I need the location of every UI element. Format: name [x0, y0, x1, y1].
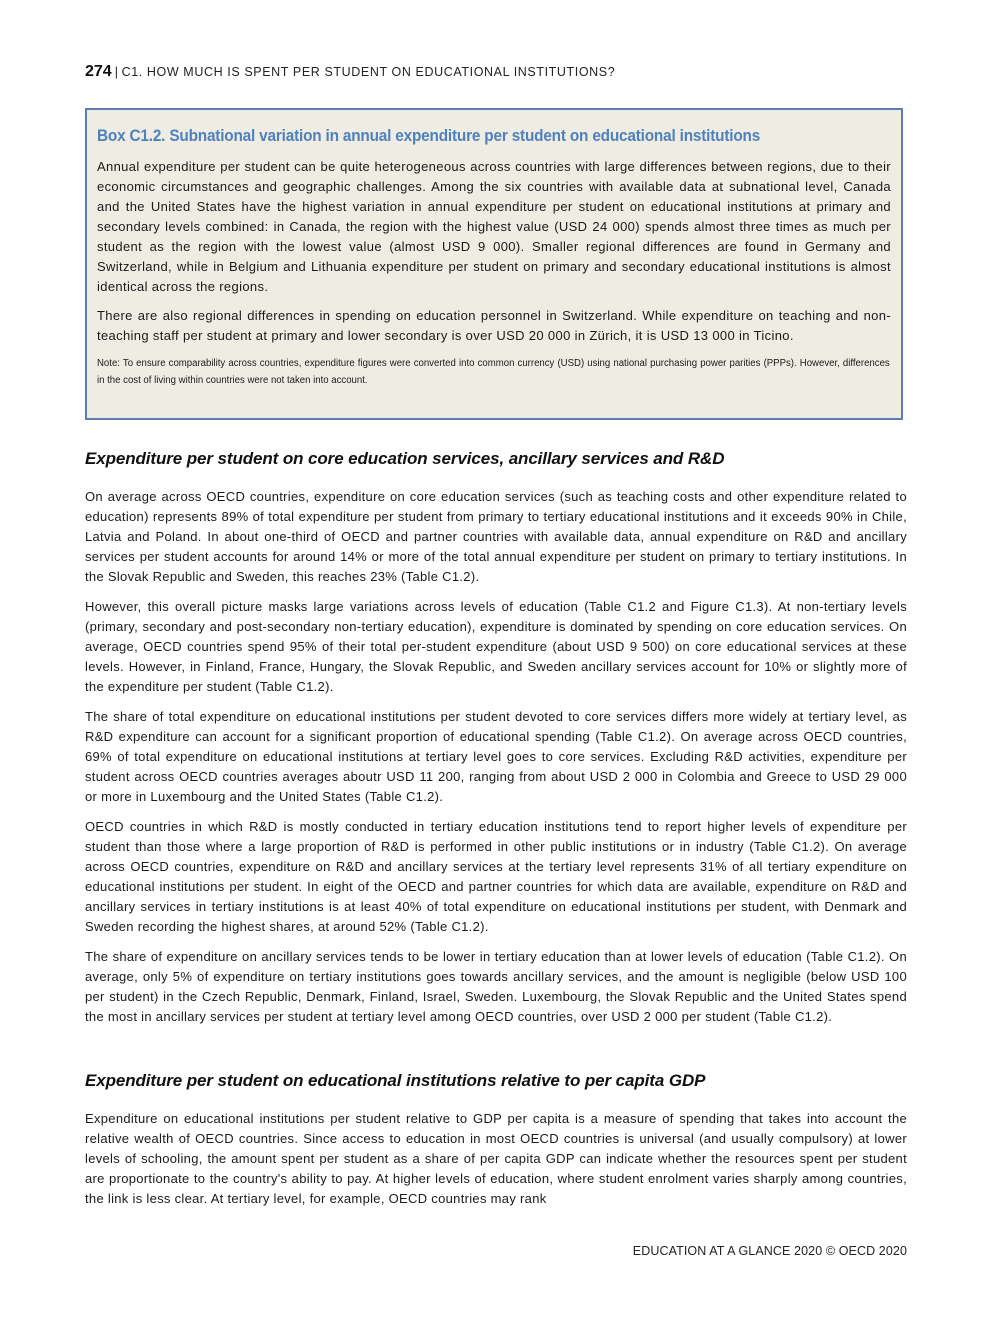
section-heading: Expenditure per student on core education services, ancillary services and R&D [85, 449, 725, 468]
box-note: Note: To ensure comparability across countries, expenditure figures were converted into common currency (USD) using national purchasing power parities (PPPs). However, differences in the cost of living within countries were not taken into account. [97, 358, 890, 386]
body-paragraph: Expenditure on educational institutions per student relative to GDP per capita is a measure of spending that takes into account the relative wealth of OECD countries. Since access to education in most OECD countries is universal (and usually compulsory) at lower levels of schooling, the amount spent per student as a share of per capita GDP can indicate whether the resources spent per student are proportionate to the country's ability to pay. At higher levels of education, where student enrolment varies sharply among countries, the link is less clear. At tertiary level, for example, OECD countries may rank [85, 1111, 907, 1206]
info-box [85, 108, 903, 420]
header-separator: | [114, 65, 119, 79]
body-paragraph: However, this overall picture masks large variations across levels of education (Table C1.2 and Figure C1.3). At non-tertiary levels (primary, secondary and post-secondary non-tertiary education), expenditure is dominated by spending on core education services. On average, OECD countries spend 95% of their total per-student expenditure (about USD 9 500) on core educational services at these levels. However, in Finland, France, Hungary, the Slovak Republic, and Sweden ancillary services account for 10% or slightly more of the expenditure per student (Table C1.2). [85, 599, 907, 694]
box-paragraph: There are also regional differences in spending on education personnel in Switzerland. While expenditure on teaching and non-teaching staff per student at primary and lower secondary is over USD 20 000 in Zürich, it is USD 13 000 in Ticino. [97, 308, 891, 343]
section-body [85, 487, 907, 1037]
box-paragraph: Annual expenditure per student can be quite heterogeneous across countries with large differences between regions, due to their economic circumstances and geographic challenges. Among the six countries with available data at subnational level, Canada and the United States have the highest variation in annual expenditure per student on educational institutions at primary and secondary levels combined: in Canada, the region with the highest value (USD 24 000) spends almost three times as much per student as the region with the lowest value (almost USD 9 000). Smaller regional differences are found in Germany and Switzerland, while in Belgium and Lithuania expenditure per student on primary and secondary educational institutions is almost identical across the regions. [97, 159, 891, 294]
section-body [85, 1109, 907, 1219]
running-header [85, 63, 615, 81]
body-paragraph: The share of expenditure on ancillary services tends to be lower in tertiary education than at lower levels of education (Table C1.2). On average, only 5% of expenditure on tertiary institutions goes towards ancillary services, and the amount is negligible (below USD 100 per student) in the Czech Republic, Denmark, Finland, Israel, Sweden. Luxembourg, the Slovak Republic and the United States spend the most in ancillary services per student at tertiary level among OECD countries, over USD 2 000 per student (Table C1.2). [85, 949, 907, 1024]
body-paragraph: On average across OECD countries, expenditure on core education services (such as teaching costs and other expenditure related to education) represents 89% of total expenditure per student from primary to tertiary educational institutions and it exceeds 90% in Chile, Latvia and Poland. In about one-third of OECD and partner countries with available data, annual expenditure on R&D and ancillary services per student accounts for around 14% or more of the total annual expenditure per student on primary to tertiary institutions. In the Slovak Republic and Sweden, this reaches 23% (Table C1.2). [85, 489, 907, 584]
page-number: 274 [85, 63, 112, 80]
page-footer: EDUCATION AT A GLANCE 2020 © OECD 2020 [632, 1244, 907, 1258]
section-heading: Expenditure per student on educational institutions relative to per capita GDP [85, 1071, 706, 1090]
body-paragraph: OECD countries in which R&D is mostly conducted in tertiary education institutions tend to report higher levels of expenditure per student than those where a large proportion of R&D is performed in other public institutions or in industry (Table C1.2). On average across OECD countries, expenditure on R&D and ancillary services at the tertiary level represents 31% of all tertiary expenditure on educational institutions per student. In eight of the OECD and partner countries for which data are available, expenditure on R&D and ancillary services in tertiary institutions is at least 40% of total expenditure on educational institutions per student, with Denmark and Sweden recording the highest shares, at around 52% (Table C1.2). [85, 819, 907, 934]
box-title: Box C1.2. Subnational variation in annual expenditure per student on educational institutions [97, 127, 761, 145]
chapter-title: C1. HOW MUCH IS SPENT PER STUDENT ON EDUCATIONAL INSTITUTIONS? [121, 65, 616, 79]
body-paragraph: The share of total expenditure on educational institutions per student devoted to core services differs more widely at tertiary level, as R&D expenditure can account for a significant proportion of educational spending (Table C1.2). On average across OECD countries, 69% of total expenditure on educational institutions at tertiary level goes to core services. Excluding R&D activities, expenditure per student across OECD countries averages aboutr USD 11 200, ranging from about USD 2 000 in Colombia and Greece to USD 29 000 or more in Luxembourg and the United States (Table C1.2). [85, 709, 907, 804]
